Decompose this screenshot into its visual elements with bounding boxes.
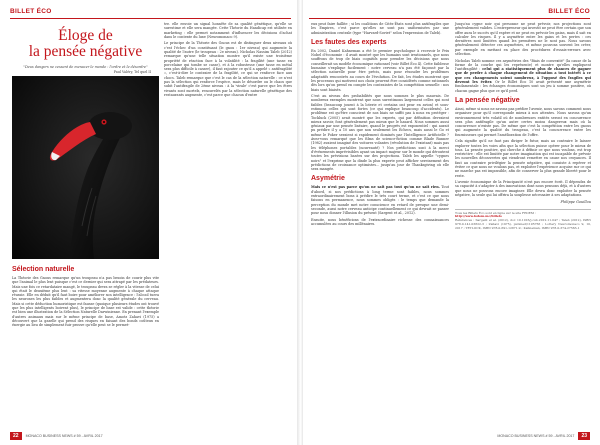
right-page-column-1 bbox=[311, 22, 449, 228]
heading-fautes: Les fautes des experts bbox=[311, 38, 387, 46]
title-block bbox=[12, 22, 159, 75]
asymetrie-paragraph-2: Ensuite, nous bénéficions de l'extraordinaire richesse des connaissances accumulées au cours des millénaires. bbox=[311, 217, 449, 226]
fautes-paragraph-2: C'est au niveau des probabilités que nous sommes le plus mauvais. De nombreux exemples montrent que nous surestimons largement celles qui sont faibles (beaucoup jouent à la loterie et certains ont peur en avion) et sous-estimons celles qui sont fortes (ce qui explique beaucoup d'accidents). Le problème est qu'être conscient de nos biais ne suffit pas à nous en protéger : Tockluck (2005) avait montré que les experts, qui par définition devraient mieux savoir, font généralement pas mieux que le hasard. Nous sommes aussi géniaux par une pensée linéaire, quand le progrès est exponentiel : qui aurait pu prédire il y a 10 ans que non seulement les Échecs, mais aussi le Go et même le Poker seraient si rapidement dominés par l'Intelligence Artificielle ? Avez-vous remarqué que les films de science-fiction comme Blade Runner (1982) avaient imaginé des voitures volantes (révolution de l'existant) mais pas les téléphones portables (nouveauté) ? Nos prédictions sont à la merci d'événements imprévisibles ayant un impact majeur sur le monde qui déroutent toutes les prévisions basées sur des projections. Taleb les appelle "cygnes noirs" et l'exprime que la dinde la plus experte peut afficher sereinement des prédictions de croissance optimistes... jusqu'au jour de Thanksgiving où elle sera mangée. bbox=[311, 94, 449, 172]
selection-column bbox=[12, 262, 159, 330]
title-line-1: Éloge de bbox=[58, 27, 113, 44]
heading-pensee: La pensée négative bbox=[455, 96, 520, 104]
header-rule bbox=[10, 18, 291, 19]
title-line-2: la pensée négative bbox=[28, 43, 143, 60]
asymetrie-lead-text: Tout d'abord, si nos prédictions à long terme sont faibles, nous sommes extraordinairement bons à prédire le très court terme, et c'est ce que nous faisons en permanence, nous sommes obligés : le temps que demande la perception du monde met notre conscience en retard de presque une demi-seconde, aussi notre cerveau anticipe continuellement ce qui devrait se passer pour nous donner l'illusion du présent (Sargent et al., 2012). bbox=[311, 185, 449, 216]
pensee-paragraph-2: Cela signifie qu'il ne faut pas diriger le futur, mais au contraire le laisser explorer toutes les voies afin que la sélection puisse opérer pour le mieux de tous. La pensée positive, qui cherche à définir ce que nous voulons, est trop restrictive : elle est limitée par notre imagination qui est incapable de prévoir les nouvelles découvertes qui viendront remettre en cause nos croyances. Il faut au contraire privilégier la pensée négative, qui consiste à repérer et éviter ce que nous ne voulons pas, et exploiter l'expérience acquise sur ce qui ne marche pas est impossible, afin de conserver la plus grande liberté pour le reste. bbox=[455, 139, 591, 178]
fautes-paragraph-1: En 2002, Daniel Kahneman a été le premier psychologue à recevoir le Prix Nobel d'économie : il avait montré que les humains sont irrationnels, que nous souffrons de trop de biais cognitifs pour prendre les décisions que nous conseillerait un modèle économique rationnel (voir Billet Éco 4). Cette faiblesse humaine s'explique facilement : notre cerveau n'a pas été façonné par la sélection naturelle pour être précis, mais pour résoudre les problèmes adaptatifs rencontrés au cours de l'évolution. De fait, les études montrent que les processus qui motivent nos choix peuvent être considérés comme rationnels dès lors qu'on prend en compte les contraintes de la compétition sexuelle : nos biais sont biaisés. bbox=[311, 48, 449, 92]
black-swan-photo bbox=[12, 76, 159, 259]
references-block bbox=[455, 209, 591, 231]
references-text: Références : Sargent et al. (2012), doi: 10.1016/j.cub.2012.11.047 ; Taleb (2012), ISBN 978-0-141-03822-3 ; Zahavi (1975), pubmed/1195756 ; Lottery Neuromonaco 9, 10, 2017 ; TETLOCK, ISBN 978-0-691-12871-9 ; Kahneman, ISBN 978-0-374-27563-1 bbox=[455, 218, 591, 230]
pensee-paragraph-3: L'avenir économique de la Principauté n'est pas encore écrit. Il dépendra de sa capacité à s'adapter à des innovations dont nous pensons déjà, et à d'autres que nous ne pouvons encore imaginer. Elle devra donc exploiter la pensée négative, la seule qui lui offrira la souplesse nécessaire à ses adaptations. bbox=[455, 180, 591, 197]
page-number-right: 23 bbox=[578, 432, 590, 440]
selection-paragraph-2: tre. elle envoie un signal honnête de sa qualité génétique, qu'elle se surestime et elle sera mangée. Cette Théorie du Handicap est utilisée en marketing : elle permet notamment d'influencer les décisions d'achat dans le contexte du luxe (Neuromonaco 9). bbox=[164, 22, 292, 39]
author-signature: Philippe Gouillou bbox=[560, 200, 591, 205]
billets-note: Tous les Billets Éco sont en ligne sur le site FEDEM : bbox=[455, 210, 536, 215]
pensee-paragraph-1: Ainsi, même si nous ne savons pas prédire l'avenir, nous savons comment nous organiser pour qu'il corresponde mieux à nos attentes. Nous savons qu'un environnement très volatil où de nombreuses entités seront en concurrence sera plus antifragile qu'un autre certes moins dangereux mais où la concurrence n'existe pas. De même que c'est la compétition entre les gnous qui augmente la qualité du troupeau, c'est la concurrence entre les fournisseurs qui permet l'amélioration de l'offre. bbox=[455, 106, 591, 137]
right-paragraph-2 bbox=[455, 59, 591, 93]
footer-left-text: MONACO BUSINESS NEWS # 59 - AVRIL 2017 bbox=[25, 434, 103, 438]
left-page bbox=[0, 0, 297, 445]
black-swan-icon bbox=[12, 76, 159, 259]
convexite-text: Nicholas Taleb nomme ces asymétries des "Biais de convexité" (la cause de la forme de la courbe qui les représente) et montre qu'elles expliquent l'antifragilité : bbox=[455, 58, 591, 72]
right-footer bbox=[497, 432, 590, 440]
asymetrie-paragraph-1 bbox=[311, 185, 449, 215]
convexite-bold: celui qui a statistiquement plus de chances de gagner que de perdre à chaque changement de situation a tout intérêt à ce que ces changements soient nombreux, à l'opposé des fragiles qui devront les éviter. bbox=[455, 67, 591, 85]
right-page bbox=[303, 0, 600, 445]
epigraph-author: Paul Valéry, Tel quel II bbox=[113, 70, 151, 75]
left-footer bbox=[10, 432, 103, 440]
heading-selection: Sélection naturelle bbox=[12, 266, 75, 273]
right-page-column-2 bbox=[455, 22, 591, 231]
asymetrie-lead-bold: Mais ce n'est pas parce qu'on ne sait pas tout qu'on ne sait rien. bbox=[311, 185, 440, 190]
selection-paragraph-3: Le principe de la Théorie des Gnous est de distinguer deux niveaux où c'est l'échec d'un constituant (le gnou : 1er niveau) qui augmente la qualité de l'autre (le troupeau : 2e niveau). Nicholas Nassim Taleb (2012) remarque qu'une telle situation montre qu'il existe une troisième propriété de réaction face à la volatilité : la fragilité (une tasse en porcelaine qui tombe se casse), et à la robustesse (une tasse en métal sera plus difficile à casser), il faut rajouter ce qu'il a appelé « antifragilité », c'est-à-dire le contraire de la fragilité, ce qui se renforce face aux chocs. Taleb remarque que c'est le cas de la sélection naturelle : ce n'est pas la sélection qui renforce l'espèce, mais le désordre ou le chaos que subit l'antifragile de 2ème niveau : à la 'virale' c'est parce que les êtres vivants sont mortels, renouvelés par la sélection naturelle génétique des restaurants augmente, c'est parce que chacun d'entre bbox=[164, 41, 292, 97]
epigraph-quote: "Deux dangers ne cessent de menacer le monde : l'ordre et le désordre" bbox=[23, 65, 148, 69]
page-number-left: 22 bbox=[10, 432, 22, 440]
selection-paragraph-1: La Théorie des Gnous remarque qu'un troupeau n'a pas besoin de courir plus vite que l'animal le plus lent puisque c'est ce dernier qui sera attrapé par les prédateurs. Mais une fois ce retardataire mangé, le troupeau devra se régler à la vitesse de celui qui était le deuxième plus lent : sa vitesse moyenne augmente à chaque attaque réussie. Elle en déduit qu'il faut boire pour améliorer son intelligence : l'alcool tuera les neurones les plus faibles et augmentera donc la qualité générale du cerveau. Mais si cette déduction humoristique est fausse (quoique plusieurs études ont trouvé que les plus intelligents boivent plus), le principe de base est valide : cette théorie est bien une illustration de la Sélection Naturelle Darwinienne. En prenant l'exemple d'autres animaux mais sur le même principe de base, Amotz Zahavi (1975) a découvert que la gazelle qui prend des risques en faisant des bonds coûteux en énergie au lieu de simplement fuir prouve qu'elle peut se le permet- bbox=[12, 276, 159, 328]
fautes-lead: eux peut faire faillite ; si les coalitions de Cités-États sont plus antifragiles que les Empires, c'est parce qu'elles ne sont pas uniformisées par une administration centrale (type "Harvard-Soviet" selon l'expression de Taleb). bbox=[311, 22, 449, 35]
section-tag: BILLET ÉCO bbox=[10, 8, 52, 15]
billets-link[interactable]: http://www.fedem.mc/billets bbox=[455, 214, 502, 219]
heading-asymetrie: Asymétrie bbox=[311, 175, 345, 183]
left-page-column-2 bbox=[164, 22, 292, 99]
convexite-end: Or le Billet Éco 10 avait présenté une asymétrie fondamentale : les échanges économiques sont un jeu à somme positive, où chacun gagne plus que ce qu'il perd. bbox=[455, 80, 592, 93]
footer-right-text: MONACO BUSINESS NEWS # 59 - AVRIL 2017 bbox=[497, 434, 575, 438]
right-paragraph-1: Jusqu'au cygne noir qui personne ne peut prévoir, nos projections sont généralement valides. L'entrepreneur qui investit ne peut être certain que son offre aura le succès qu'il espère et ne peut en prévoir les gains, mais il sait en calculer les risques. Il y a asymétrie entre les gains et les pertes : ces dernières sont limitées quand les premières ne le sont pas. Nous savons généralement détecter ces asymétries, et même pouvons souvent les créer, par exemple en mettant en place des procédures d'essais-erreurs avec sélection. bbox=[455, 22, 591, 57]
article-title bbox=[12, 28, 159, 60]
header-rule-right bbox=[309, 18, 590, 19]
section-tag-right: BILLET ÉCO bbox=[548, 8, 590, 15]
